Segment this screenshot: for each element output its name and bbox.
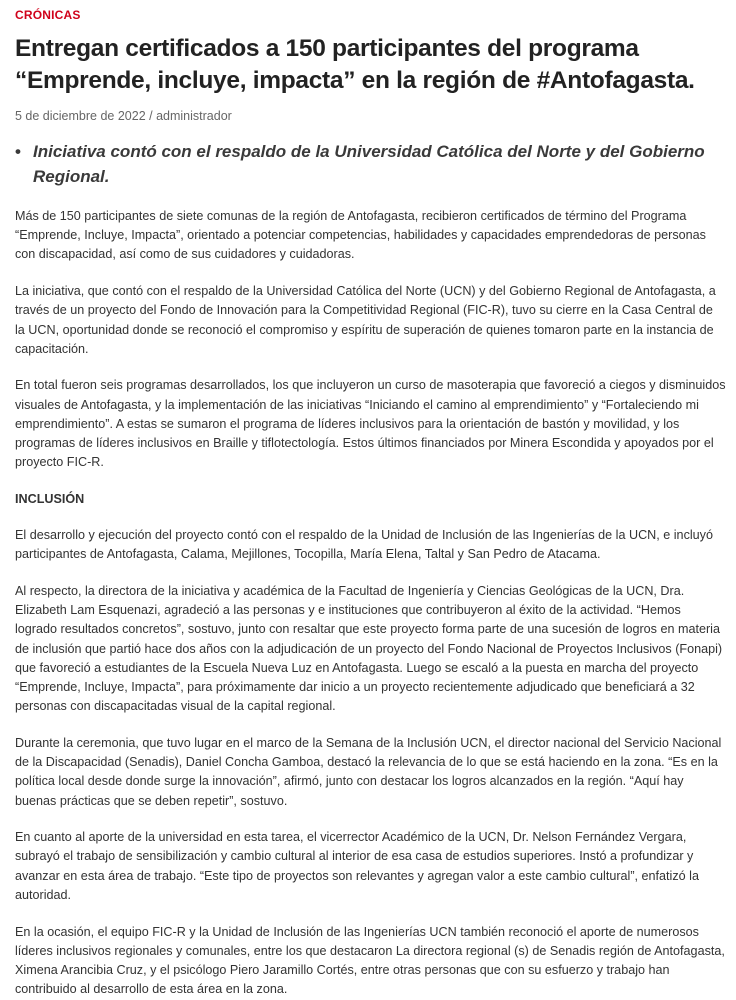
publish-date: 5 de diciembre de 2022 bbox=[15, 109, 146, 123]
paragraph: En cuanto al aporte de la universidad en esta tarea, el vicerrector Académico de la UCN, Dr. Nelson Fernández Vergara, subrayó el trabajo de sensibilización y cambio cultural al interior de esa casa de estudios superiores. Instó a profundizar y avanzar en esta área de trabajo. “Este tipo de proyectos son relevantes y agregan valor a este cambio cultural”, enfatizó la autoridad. bbox=[15, 830, 699, 902]
highlight-item bbox=[15, 139, 726, 189]
paragraph: En total fueron seis programas desarrollados, los que incluyeron un curso de masoterapia que favoreció a ciegos y disminuidos visuales de Antofagasta, y la implementación de las iniciativas “Iniciando el camino al emprendimiento” y “Fortaleciendo mi emprendimiento”. A estas se sumaron el programa de líderes inclusivos para la orientación de bastón y movilidad, y los programas de líderes inclusivos en Braille y tiflotectología. Estos últimos financiados por Minera Escondida y apoyados por el proyecto FIC-R. bbox=[15, 378, 726, 470]
paragraph: En la ocasión, el equipo FIC-R y la Unidad de Inclusión de las Ingenierías UCN también reconoció el aporte de numerosos líderes inclusivos regionales y comunales, entre los que destacaron La directora regional (s) de Senadis región de Antofagasta, Ximena Arancibia Cruz, y el psicólogo Piero Jaramillo Cortés, entre otras personas que con su esfuerzo y trabajo han contribuido al desarrollo de esta área en la zona. bbox=[15, 924, 725, 997]
paragraph: Al respecto, la directora de la iniciativa y académica de la Facultad de Ingeniería y Ciencias Geológicas de la UCN, Dra. Elizabeth Lam Esquenazi, agradeció a las personas y e instituciones que contribuyeron al éxito de la actividad. “Hemos logrado resultados concretos”, sostuvo, junto con resaltar que este proyecto forma parte de una sucesión de logros en materia de inclusión que partió hace dos años con la adjudicación de un proyecto del Fondo Nacional de Proyectos Inclusivos (Fonapi) que favoreció a estudiantes de la Escuela Nueva Luz en Antofagasta. Luego se escaló a la puesta en marcha del proyecto “Emprende, Incluye, Impacta”, para próximamente dar inicio a un proyecto recientemente adjudicado que beneficiará a 32 personas con discapacitadas visual de la capital regional. bbox=[15, 584, 723, 714]
paragraph: Más de 150 participantes de siete comunas de la región de Antofagasta, recibieron certificados de término del Programa “Emprende, Incluye, Impacta”, orientado a potenciar competencias, habilidades y capacidades emprendedoras de personas con discapacidad, así como de sus cuidadores y cuidadoras. bbox=[15, 209, 706, 262]
article-title: Entregan certificados a 150 participantes del programa “Emprende, incluye, impacta” en la región de #Antofagasta. bbox=[15, 35, 695, 94]
paragraph: Durante la ceremonia, que tuvo lugar en el marco de la Semana de la Inclusión UCN, el director nacional del Servicio Nacional de la Discapacidad (Senadis), Daniel Concha Gamboa, destacó la relevancia de lo que se está haciendo en la zona. “Es en la política local desde donde surge la innovación”, afirmó, junto con destacar los logros alcanzados en la región. “Aquí hay buenas prácticas que se deben repetir”, sostuvo. bbox=[15, 735, 722, 808]
paragraph: La iniciativa, que contó con el respaldo de la Universidad Católica del Norte (UCN) y del Gobierno Regional de Antofagasta, a través de un proyecto del Fondo de Innovación para la Competitividad Regional (FIC-R), tuvo su cierre en la Casa Central de la UCN, oportunidad donde se reconoció el compromiso y espíritu de superación de quienes tomaron parte en la instancia de capacitación. bbox=[15, 284, 716, 356]
highlight-text: Iniciativa contó con el respaldo de la Universidad Católica del Norte y del Gobierno Regional. bbox=[33, 142, 705, 186]
category-link[interactable]: CRÓNICAS bbox=[15, 8, 81, 22]
author-link[interactable]: administrador bbox=[156, 109, 232, 123]
highlights-list bbox=[15, 139, 726, 189]
bullet-icon: • bbox=[15, 142, 21, 161]
paragraph: El desarrollo y ejecución del proyecto contó con el respaldo de la Unidad de Inclusión de las Ingenierías de la UCN, e incluyó participantes de Antofagasta, Calama, Mejillones, Tocopilla, María Elena, Taltal y San Pedro de Atacama. bbox=[15, 528, 713, 562]
article-meta bbox=[15, 107, 726, 125]
section-heading: INCLUSIÓN bbox=[15, 491, 85, 506]
article-body bbox=[15, 207, 726, 999]
meta-separator: / bbox=[145, 109, 157, 123]
